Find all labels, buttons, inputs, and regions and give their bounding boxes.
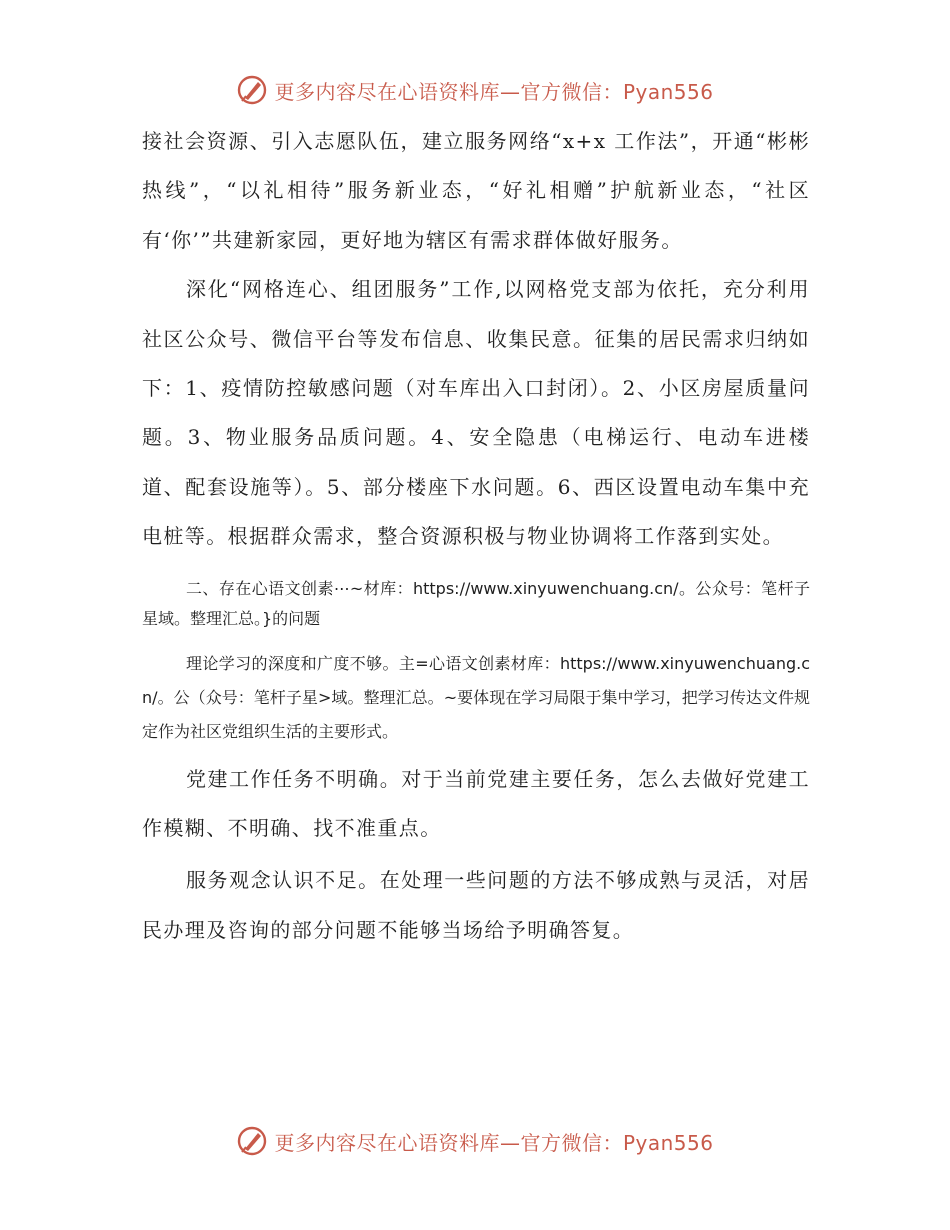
document-body [142,117,810,955]
quill-logo-icon [236,1125,268,1157]
header-watermark-banner [0,70,950,110]
paragraph-services: 接社会资源、引入志愿队伍，建立服务网络“x+x 工作法”，开通“彬彬热线”，“以礼相待”服务新业态，“好礼相赠”护航新业态，“社区有‘你’”共建新家园，更好地为辖区有需求群体做好服务。 [142,129,810,252]
paragraph-party-tasks: 党建工作任务不明确。对于当前党建主要任务，怎么去做好党建工作模糊、不明确、找不准重点。 [142,766,810,841]
banner-text: 更多内容尽在心语资料库—官方微信：Pyan556 [274,79,714,104]
section-heading-problems: 二、存在心语文创素⋯~材库：https://www.xinyuwenchuang.cn/。公众号：笔杆子星域。整理汇总。}的问题 [142,578,810,628]
paragraph-service-awareness: 服务观念认识不足。在处理一些问题的方法不够成熟与灵活，对居民办理及咨询的部分问题不能够当场给予明确答复。 [142,868,810,942]
quill-logo-icon [236,74,268,106]
paragraph-study-depth: 理论学习的深度和广度不够。主=心语文创素材库：https://www.xinyuwenchuang.cn/。公（众号：笔杆子星>域。整理汇总。~要体现在学习局限于集中学习，把学习传达文件规定作为社区党组织生活的主要形式。 [142,653,810,741]
paragraph-grid-service: 深化“网格连心、组团服务”工作,以网格党支部为依托，充分利用社区公众号、微信平台等发布信息、收集民意。征集的居民需求归纳如下：1、疫情防控敏感问题（对车库出入口封闭）。2、小区房屋质量问题。3、物业服务品质问题。4、安全隐患（电梯运行、电动车进楼道、配套设施等）。5、部分楼座下水问题。6、西区设置电动车集中充电桩等。根据群众需求，整合资源积极与物业协调将工作落到实处。 [142,277,810,549]
banner-text: 更多内容尽在心语资料库—官方微信：Pyan556 [274,1130,714,1155]
footer-watermark-banner [0,1121,950,1161]
